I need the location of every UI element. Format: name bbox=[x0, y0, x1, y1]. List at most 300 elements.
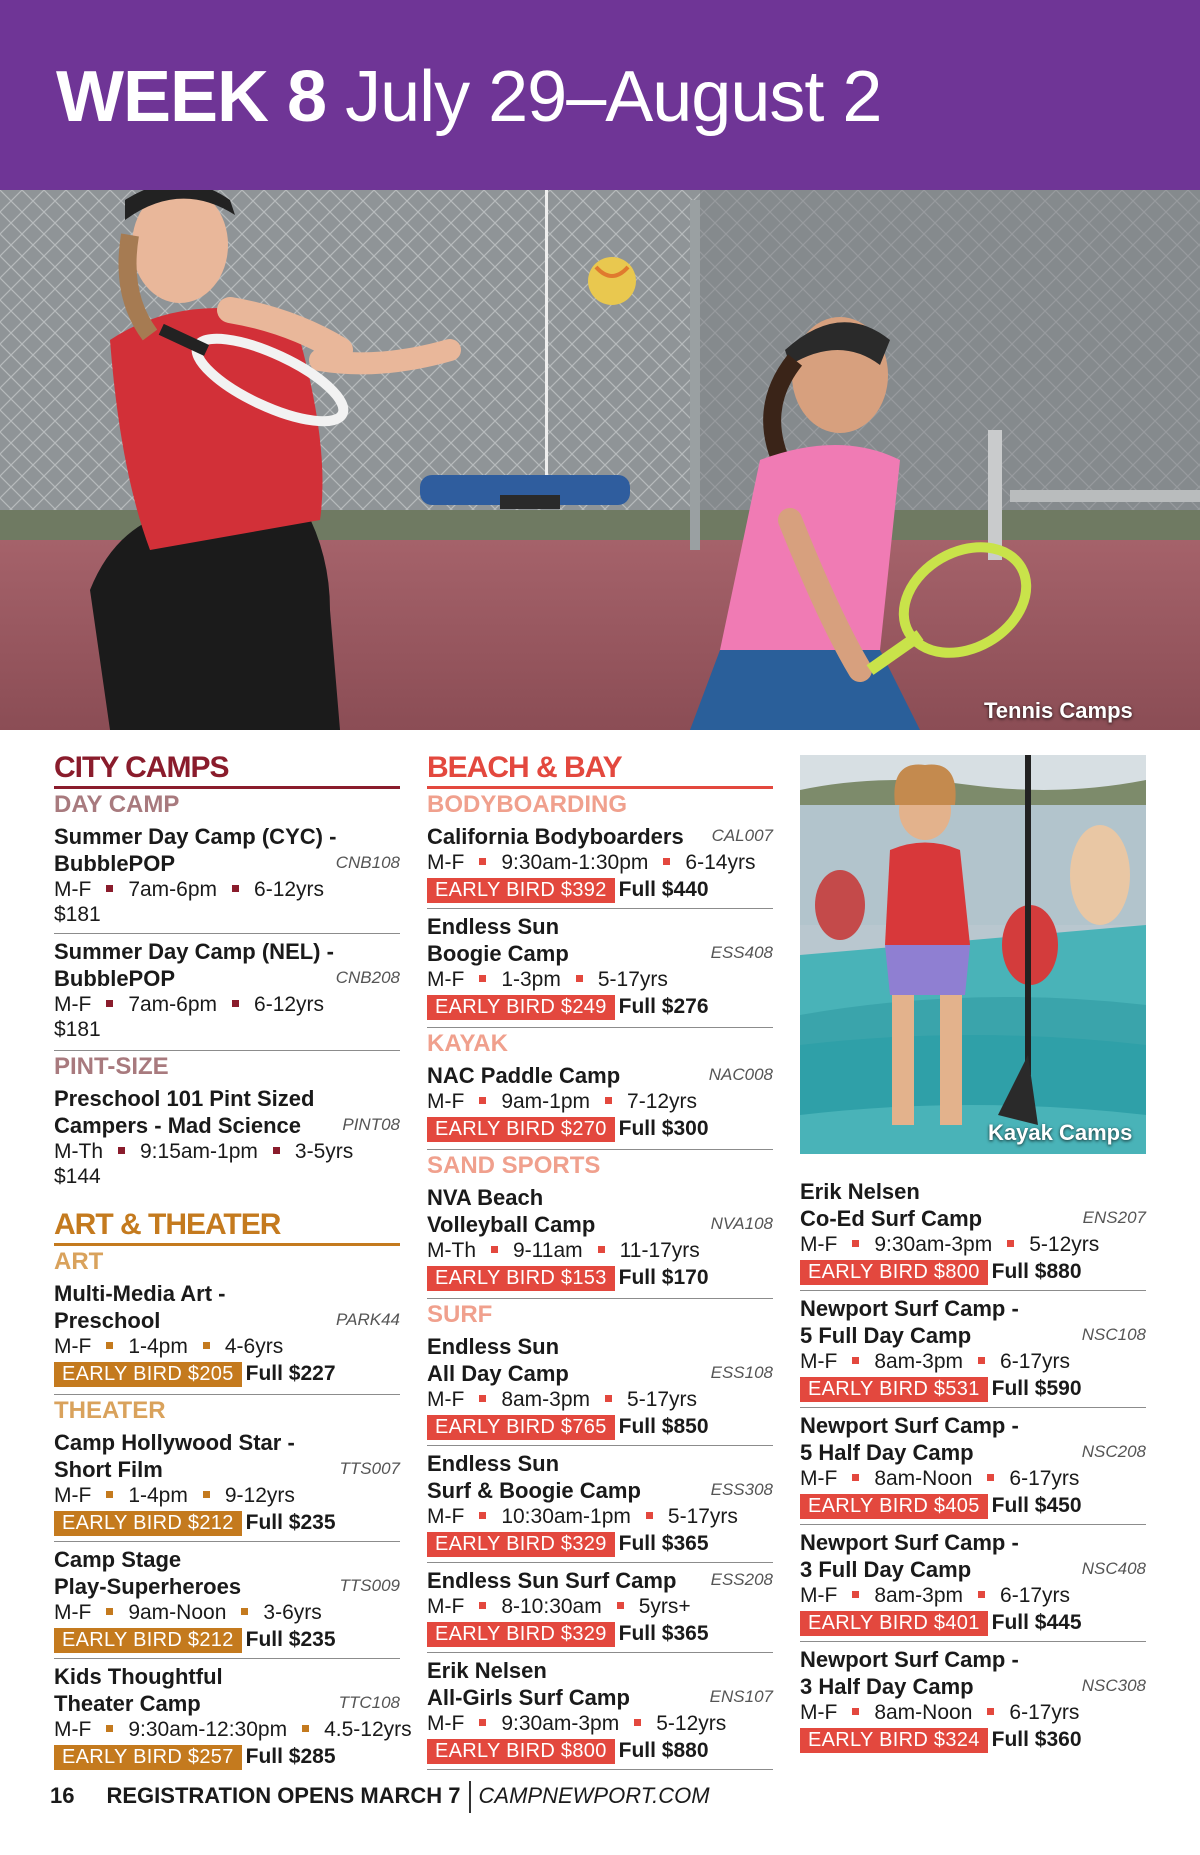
price: $181 bbox=[54, 1018, 101, 1041]
ages: 6-12yrs bbox=[254, 878, 325, 901]
camp-schedule bbox=[427, 1504, 773, 1529]
course-code: ENS107 bbox=[709, 1687, 773, 1706]
camp-entry[interactable] bbox=[427, 909, 773, 1025]
camp-title-line: Volleyball Camp bbox=[427, 1212, 596, 1237]
camp-entry[interactable] bbox=[800, 1408, 1146, 1525]
category-title: BEACH & BAY bbox=[427, 752, 773, 789]
early-bird-badge: EARLY BIRD $401 bbox=[800, 1611, 988, 1636]
camp-schedule bbox=[54, 1600, 400, 1625]
category-title: CITY CAMPS bbox=[54, 752, 400, 789]
camp-title-line: Camp Stage bbox=[54, 1547, 182, 1572]
bullet-icon bbox=[232, 885, 239, 892]
tennis-illustration bbox=[0, 190, 1200, 730]
ages: 5-17yrs bbox=[627, 1388, 698, 1411]
bullet-icon bbox=[1007, 1240, 1014, 1247]
website-link[interactable]: CAMPNEWPORT.COM bbox=[478, 1783, 710, 1808]
camp-title-line: All-Girls Surf Camp bbox=[427, 1685, 630, 1710]
camp-schedule bbox=[54, 877, 400, 902]
full-price: Full $440 bbox=[618, 878, 709, 901]
camp-entry[interactable] bbox=[427, 1329, 773, 1446]
pricing bbox=[427, 1265, 773, 1291]
ages: 5-17yrs bbox=[667, 1505, 738, 1528]
camp-title-line: Erik Nelsen bbox=[427, 1658, 547, 1683]
days: M-F bbox=[800, 1701, 838, 1724]
subcategory-title: DAY CAMP bbox=[54, 791, 180, 818]
ages: 4-6yrs bbox=[224, 1335, 284, 1358]
camp-title-line: Newport Surf Camp - bbox=[800, 1530, 1019, 1555]
line bbox=[545, 190, 548, 480]
pricing bbox=[800, 1610, 1146, 1636]
kayak-caption: Kayak Camps bbox=[988, 1120, 1133, 1145]
bullet-icon bbox=[203, 1491, 210, 1498]
subcategory-title: PINT-SIZE bbox=[54, 1050, 400, 1081]
days: M-F bbox=[54, 993, 92, 1016]
bullet-icon bbox=[491, 1246, 498, 1253]
ages: 5-17yrs bbox=[597, 968, 668, 991]
camp-entry[interactable] bbox=[54, 1542, 400, 1659]
time: 9:30am-1:30pm bbox=[501, 851, 649, 874]
camp-title-line: 3 Half Day Camp bbox=[800, 1674, 974, 1699]
days: M-F bbox=[54, 1601, 92, 1624]
early-bird-badge: EARLY BIRD $257 bbox=[54, 1745, 242, 1770]
camp-schedule bbox=[54, 992, 400, 1017]
column-3 bbox=[800, 755, 1146, 1758]
full-price: Full $285 bbox=[245, 1745, 336, 1768]
full-price: Full $276 bbox=[618, 995, 709, 1018]
camp-title bbox=[800, 1178, 1146, 1232]
bullet-icon bbox=[852, 1708, 859, 1715]
early-bird-badge: EARLY BIRD $405 bbox=[800, 1494, 988, 1519]
days: M-F bbox=[800, 1233, 838, 1256]
camp-schedule bbox=[800, 1466, 1146, 1491]
column-2 bbox=[427, 752, 773, 1770]
camp-title bbox=[427, 1333, 773, 1387]
subcategory-title: BODYBOARDING bbox=[427, 791, 628, 818]
course-code: CNB208 bbox=[335, 968, 400, 987]
camp-title bbox=[800, 1295, 1146, 1349]
ages: 6-12yrs bbox=[254, 993, 325, 1016]
bullet-icon bbox=[852, 1240, 859, 1247]
early-bird-badge: EARLY BIRD $205 bbox=[54, 1362, 242, 1387]
full-price: Full $365 bbox=[618, 1532, 709, 1555]
camp-title-line: Preschool 101 Pint Sized bbox=[54, 1086, 315, 1111]
camp-schedule bbox=[54, 1717, 412, 1742]
camp-schedule bbox=[800, 1349, 1146, 1374]
course-code: ESS408 bbox=[710, 943, 773, 962]
course-code: CAL007 bbox=[711, 826, 773, 845]
bullet-icon bbox=[479, 1097, 486, 1104]
camp-title bbox=[427, 1062, 773, 1089]
camp-title bbox=[427, 823, 773, 850]
ages: 4.5-12yrs bbox=[324, 1718, 412, 1741]
subcategory-title: KAYAK bbox=[427, 1027, 773, 1058]
early-bird-badge: EARLY BIRD $324 bbox=[800, 1728, 988, 1753]
camp-entry[interactable] bbox=[54, 934, 400, 1048]
camp-entry[interactable] bbox=[427, 1446, 773, 1563]
pricing bbox=[800, 1376, 1146, 1402]
camp-title-line: NVA Beach bbox=[427, 1185, 544, 1210]
full-price: Full $235 bbox=[245, 1628, 336, 1651]
camp-schedule bbox=[427, 1387, 773, 1412]
camp-title-line: All Day Camp bbox=[427, 1361, 569, 1386]
bullet-icon bbox=[646, 1512, 653, 1519]
days: M-F bbox=[427, 968, 465, 991]
ages: 6-17yrs bbox=[1000, 1584, 1071, 1607]
time: 9:30am-3pm bbox=[501, 1712, 620, 1735]
pricing bbox=[54, 1627, 400, 1653]
camp-title-line: Theater Camp bbox=[54, 1691, 201, 1716]
bullet-icon bbox=[852, 1591, 859, 1598]
camp-title bbox=[800, 1646, 1146, 1700]
camp-title bbox=[427, 1184, 773, 1238]
camp-schedule bbox=[427, 1594, 773, 1619]
camp-schedule bbox=[800, 1583, 1146, 1608]
course-code: NSC108 bbox=[1081, 1325, 1146, 1344]
time: 1-3pm bbox=[501, 968, 561, 991]
camp-title bbox=[427, 913, 773, 967]
early-bird-badge: EARLY BIRD $212 bbox=[54, 1511, 242, 1536]
days: M-F bbox=[54, 878, 92, 901]
full-price: Full $300 bbox=[618, 1117, 709, 1140]
camp-title-line: Multi-Media Art - bbox=[54, 1281, 226, 1306]
camp-schedule bbox=[427, 1089, 773, 1114]
camp-title-line: BubblePOP bbox=[54, 851, 176, 876]
days: M-Th bbox=[427, 1239, 476, 1262]
course-code: PINT08 bbox=[342, 1115, 400, 1134]
bullet-icon bbox=[617, 1602, 624, 1609]
camp-title-line: Endless Sun Surf Camp bbox=[427, 1568, 677, 1593]
camp-title-line: Surf & Boogie Camp bbox=[427, 1478, 641, 1503]
camp-title-line: 3 Full Day Camp bbox=[800, 1557, 972, 1582]
time: 10:30am-1pm bbox=[501, 1505, 631, 1528]
camp-title-line: Preschool bbox=[54, 1308, 161, 1333]
bullet-icon bbox=[232, 1000, 239, 1007]
subcategory-title: SURF bbox=[427, 1298, 773, 1329]
ages: 11-17yrs bbox=[619, 1239, 700, 1262]
subcategory-title: THEATER bbox=[54, 1394, 400, 1425]
time: 9:15am-1pm bbox=[140, 1140, 258, 1163]
kayak-photo bbox=[800, 755, 1146, 1154]
ages: 6-17yrs bbox=[1000, 1350, 1071, 1373]
camp-title-line: Newport Surf Camp - bbox=[800, 1413, 1019, 1438]
camp-schedule bbox=[54, 1483, 400, 1508]
camp-entry[interactable] bbox=[54, 1081, 400, 1195]
time: 9am-Noon bbox=[128, 1601, 227, 1624]
camp-title-line: Campers - Mad Science bbox=[54, 1113, 301, 1138]
camp-title-line: 5 Half Day Camp bbox=[800, 1440, 974, 1465]
page-footer bbox=[50, 1776, 710, 1816]
registration-note: REGISTRATION OPENS MARCH 7 bbox=[106, 1783, 461, 1808]
bullet-icon bbox=[479, 858, 486, 865]
camp-title bbox=[427, 1657, 773, 1711]
camp-title-line: BubblePOP bbox=[54, 966, 176, 991]
week-label: WEEK 8 bbox=[56, 57, 327, 137]
course-code: NSC208 bbox=[1081, 1442, 1146, 1461]
bullet-icon bbox=[479, 975, 486, 982]
camp-title-line: California Bodyboarders bbox=[427, 824, 684, 849]
bullet-icon bbox=[605, 1097, 612, 1104]
bullet-icon bbox=[479, 1512, 486, 1519]
time: 8am-Noon bbox=[874, 1701, 973, 1724]
bullet-icon bbox=[203, 1342, 210, 1349]
pricing bbox=[800, 1259, 1146, 1285]
tennis-photo bbox=[0, 190, 1200, 730]
page-title bbox=[56, 52, 881, 142]
camp-title bbox=[427, 1450, 773, 1504]
early-bird-badge: EARLY BIRD $392 bbox=[427, 878, 615, 903]
category-title: ART & THEATER bbox=[54, 1209, 400, 1246]
camp-title-line: Play-Superheroes bbox=[54, 1574, 242, 1599]
early-bird-badge: EARLY BIRD $212 bbox=[54, 1628, 242, 1653]
bullet-icon bbox=[479, 1602, 486, 1609]
pricing bbox=[427, 1738, 773, 1764]
camp-title-line: Camp Hollywood Star - bbox=[54, 1430, 295, 1455]
camp-title-line: Endless Sun bbox=[427, 1334, 560, 1359]
pricing bbox=[427, 1531, 773, 1557]
camp-title-line: Endless Sun bbox=[427, 1451, 560, 1476]
course-code: ESS108 bbox=[710, 1363, 773, 1382]
time: 8am-3pm bbox=[874, 1350, 964, 1373]
camp-entry[interactable] bbox=[427, 1180, 773, 1296]
pricing bbox=[427, 1116, 773, 1142]
camp-entry[interactable] bbox=[427, 1563, 773, 1653]
bullet-icon bbox=[978, 1591, 985, 1598]
bullet-icon bbox=[978, 1357, 985, 1364]
camp-title bbox=[54, 1085, 400, 1139]
time: 8am-3pm bbox=[501, 1388, 591, 1411]
bullet-icon bbox=[106, 1342, 113, 1349]
hero-caption: Tennis Camps bbox=[984, 698, 1133, 723]
divider bbox=[469, 1781, 471, 1813]
pricing bbox=[800, 1493, 1146, 1519]
camp-title-line: Co-Ed Surf Camp bbox=[800, 1206, 983, 1231]
days: M-F bbox=[427, 1090, 465, 1113]
bullet-icon bbox=[852, 1474, 859, 1481]
days: M-F bbox=[427, 1712, 465, 1735]
bullet-icon bbox=[663, 858, 670, 865]
bullet-icon bbox=[576, 975, 583, 982]
camp-title bbox=[800, 1529, 1146, 1583]
camp-schedule bbox=[54, 1139, 400, 1164]
days: M-Th bbox=[54, 1140, 103, 1163]
days: M-F bbox=[54, 1484, 92, 1507]
days: M-F bbox=[427, 1595, 465, 1618]
days: M-F bbox=[800, 1584, 838, 1607]
days: M-F bbox=[427, 1505, 465, 1528]
days: M-F bbox=[54, 1718, 92, 1741]
camp-entry[interactable] bbox=[54, 1659, 412, 1775]
course-code: TTC108 bbox=[338, 1693, 400, 1712]
full-price: Full $445 bbox=[991, 1611, 1082, 1634]
camp-entry[interactable] bbox=[800, 1642, 1146, 1758]
time: 8am-Noon bbox=[874, 1467, 973, 1490]
ages: 5yrs+ bbox=[638, 1595, 691, 1618]
time: 8-10:30am bbox=[501, 1595, 602, 1618]
early-bird-badge: EARLY BIRD $800 bbox=[800, 1260, 988, 1285]
full-price: Full $880 bbox=[618, 1739, 709, 1762]
camp-title-line: Newport Surf Camp - bbox=[800, 1647, 1019, 1672]
page-number: 16 bbox=[50, 1783, 75, 1808]
course-code: ESS308 bbox=[710, 1480, 773, 1499]
early-bird-badge: EARLY BIRD $329 bbox=[427, 1532, 615, 1557]
full-price: Full $170 bbox=[618, 1266, 709, 1289]
camp-schedule bbox=[427, 1711, 773, 1736]
course-code: NSC408 bbox=[1081, 1559, 1146, 1578]
camp-title bbox=[54, 1280, 400, 1334]
bullet-icon bbox=[106, 885, 113, 892]
time: 9am-1pm bbox=[501, 1090, 591, 1113]
full-price: Full $227 bbox=[245, 1362, 336, 1385]
bullet-icon bbox=[987, 1474, 994, 1481]
art-theater-section bbox=[54, 1208, 412, 1775]
camp-title bbox=[800, 1412, 1146, 1466]
camp-title bbox=[54, 1429, 400, 1483]
pricing bbox=[54, 1510, 400, 1536]
early-bird-badge: EARLY BIRD $153 bbox=[427, 1266, 615, 1291]
full-price: Full $880 bbox=[991, 1260, 1082, 1283]
bullet-icon bbox=[987, 1708, 994, 1715]
column-1 bbox=[54, 751, 412, 1775]
camp-schedule bbox=[54, 1334, 400, 1359]
bullet-icon bbox=[241, 1608, 248, 1615]
bullet-icon bbox=[106, 1000, 113, 1007]
camp-title-line: NAC Paddle Camp bbox=[427, 1063, 621, 1088]
camp-schedule bbox=[427, 1238, 773, 1263]
pricing bbox=[800, 1727, 1146, 1753]
full-price: Full $850 bbox=[618, 1415, 709, 1438]
camp-entry[interactable] bbox=[54, 819, 400, 934]
camp-title-line: Newport Surf Camp - bbox=[800, 1296, 1019, 1321]
pricing bbox=[427, 1621, 773, 1647]
bullet-icon bbox=[605, 1395, 612, 1402]
camp-entry[interactable] bbox=[800, 1291, 1146, 1408]
course-code: ESS208 bbox=[710, 1570, 773, 1589]
time: 7am-6pm bbox=[128, 878, 218, 901]
course-code: TTS009 bbox=[339, 1576, 400, 1595]
early-bird-badge: EARLY BIRD $531 bbox=[800, 1377, 988, 1402]
bullet-icon bbox=[852, 1357, 859, 1364]
pricing bbox=[427, 1414, 773, 1440]
course-code: CNB108 bbox=[335, 853, 400, 872]
camp-title-line: Summer Day Camp (CYC) - bbox=[54, 824, 337, 849]
time: 9:30am-12:30pm bbox=[128, 1718, 288, 1741]
full-price: Full $365 bbox=[618, 1622, 709, 1645]
camp-schedule bbox=[800, 1232, 1146, 1257]
bullet-icon bbox=[273, 1147, 280, 1154]
ages: 6-17yrs bbox=[1009, 1467, 1080, 1490]
course-code: NVA108 bbox=[710, 1214, 773, 1233]
camp-title-line: Endless Sun bbox=[427, 914, 560, 939]
camp-title-line: Kids Thoughtful bbox=[54, 1664, 223, 1689]
early-bird-badge: EARLY BIRD $249 bbox=[427, 995, 615, 1020]
bullet-icon bbox=[106, 1491, 113, 1498]
ages: 6-14yrs bbox=[685, 851, 756, 874]
days: M-F bbox=[427, 851, 465, 874]
pricing bbox=[54, 1361, 400, 1387]
camp-title-line: Summer Day Camp (NEL) - bbox=[54, 939, 334, 964]
full-price: Full $450 bbox=[991, 1494, 1082, 1517]
days: M-F bbox=[427, 1388, 465, 1411]
city-camps-section bbox=[54, 752, 400, 1195]
camp-entry[interactable] bbox=[54, 1276, 400, 1392]
camp-title bbox=[54, 1546, 400, 1600]
course-code: ENS207 bbox=[1082, 1208, 1146, 1227]
camp-title-line: Boogie Camp bbox=[427, 941, 569, 966]
camp-entry[interactable] bbox=[54, 1425, 400, 1542]
bullet-icon bbox=[106, 1608, 113, 1615]
price: $144 bbox=[54, 1165, 101, 1188]
days: M-F bbox=[800, 1467, 838, 1490]
bullet-icon bbox=[118, 1147, 125, 1154]
pricing bbox=[427, 994, 773, 1020]
week-dates: July 29–August 2 bbox=[345, 57, 882, 137]
bullet-icon bbox=[106, 1725, 113, 1732]
ages: 5-12yrs bbox=[656, 1712, 727, 1735]
camp-entry[interactable] bbox=[427, 819, 773, 909]
time: 9-11am bbox=[513, 1239, 583, 1262]
course-code: NSC308 bbox=[1081, 1676, 1146, 1695]
kayak-illustration bbox=[800, 755, 1146, 1154]
ages: 5-12yrs bbox=[1029, 1233, 1100, 1256]
bullet-icon bbox=[479, 1395, 486, 1402]
ages: 6-17yrs bbox=[1009, 1701, 1080, 1724]
subcategory-title: SAND SPORTS bbox=[427, 1149, 773, 1180]
early-bird-badge: EARLY BIRD $765 bbox=[427, 1415, 615, 1440]
time: 9:30am-3pm bbox=[874, 1233, 993, 1256]
ages: 3-6yrs bbox=[263, 1601, 322, 1624]
course-code: TTS007 bbox=[339, 1459, 400, 1478]
camp-title-line: 5 Full Day Camp bbox=[800, 1323, 972, 1348]
camp-entry[interactable] bbox=[800, 1525, 1146, 1642]
course-code: PARK44 bbox=[336, 1310, 400, 1329]
camp-schedule bbox=[427, 967, 773, 992]
camp-title bbox=[427, 1567, 773, 1594]
camp-entry[interactable] bbox=[427, 1653, 773, 1770]
full-price: Full $235 bbox=[245, 1511, 336, 1534]
camp-title-line: Erik Nelsen bbox=[800, 1179, 920, 1204]
pricing bbox=[54, 1744, 400, 1770]
pricing bbox=[427, 877, 773, 903]
bullet-icon bbox=[634, 1719, 641, 1726]
camp-schedule bbox=[427, 850, 773, 875]
price: $181 bbox=[54, 903, 101, 926]
course-code: NAC008 bbox=[708, 1065, 773, 1084]
bullet-icon bbox=[479, 1719, 486, 1726]
camp-title-line: Short Film bbox=[54, 1457, 163, 1482]
col3-entries bbox=[800, 1174, 1146, 1758]
ages: 3-5yrs bbox=[294, 1140, 354, 1163]
full-price: Full $360 bbox=[991, 1728, 1082, 1751]
camp-entry[interactable] bbox=[800, 1174, 1146, 1291]
camp-title bbox=[54, 938, 400, 992]
early-bird-badge: EARLY BIRD $329 bbox=[427, 1622, 615, 1647]
ages: 9-12yrs bbox=[224, 1484, 295, 1507]
camp-title bbox=[54, 1663, 400, 1717]
bullet-icon bbox=[598, 1246, 605, 1253]
page-header bbox=[0, 0, 1200, 190]
time: 8am-3pm bbox=[874, 1584, 964, 1607]
days: M-F bbox=[800, 1350, 838, 1373]
time: 1-4pm bbox=[128, 1484, 188, 1507]
days: M-F bbox=[54, 1335, 92, 1358]
early-bird-badge: EARLY BIRD $270 bbox=[427, 1117, 615, 1142]
subcategory-title: ART bbox=[54, 1248, 104, 1275]
camp-entry[interactable] bbox=[427, 1058, 773, 1147]
time: 1-4pm bbox=[128, 1335, 188, 1358]
time: 7am-6pm bbox=[128, 993, 218, 1016]
bullet-icon bbox=[302, 1725, 309, 1732]
camp-schedule bbox=[800, 1700, 1146, 1725]
